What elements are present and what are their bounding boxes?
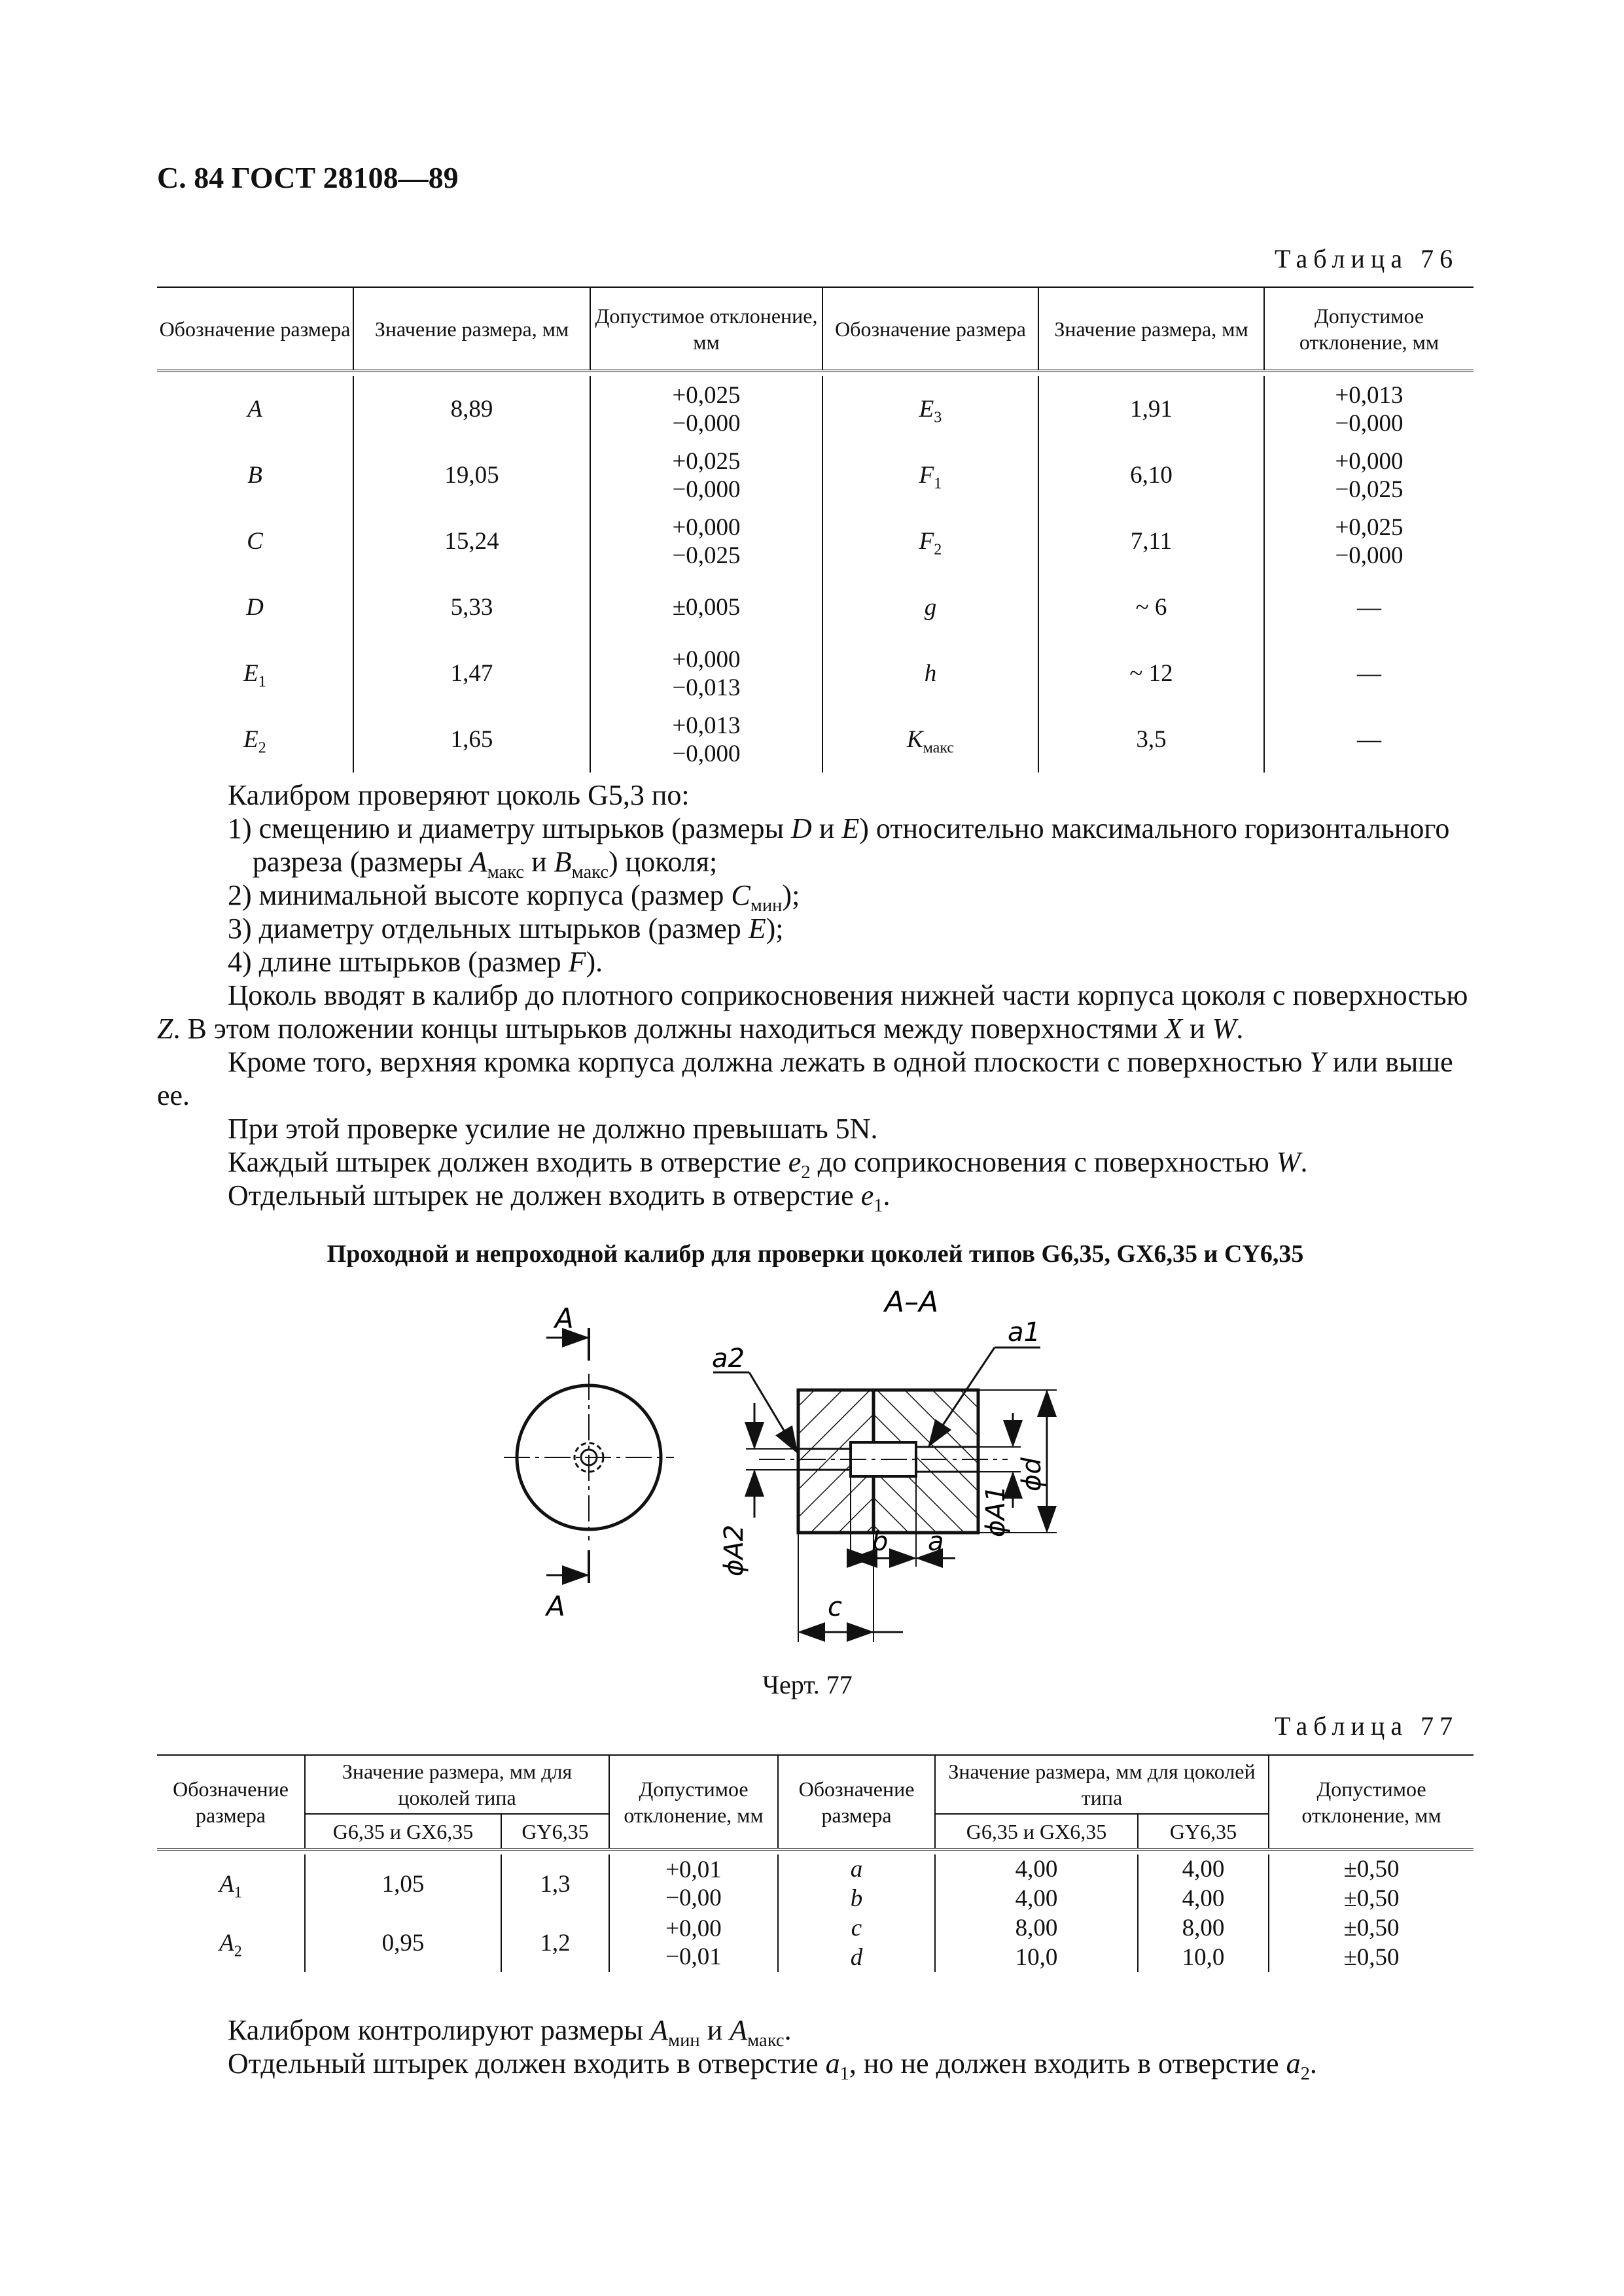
label-a2: a2: [712, 1344, 745, 1374]
t77-head-g-left: G6,35 и GX6,35: [305, 1814, 501, 1849]
paragraph: Каждый штырек должен входить в отверстие $e_2$ до соприкосновения с поверхностью W.: [228, 1146, 1308, 1183]
t77-head-sym-left: Обозначение размера: [173, 1777, 289, 1827]
deviation-cell: ±0,50: [1269, 1854, 1474, 1884]
section-view-label: A–A: [885, 1285, 939, 1319]
deviation-cell: ±0,50: [1269, 1884, 1474, 1913]
table-row: [157, 442, 1474, 508]
symbol-letter: c: [851, 1915, 862, 1941]
symbol-letter: K: [906, 726, 923, 753]
t77-head-gy-right: GY6,35: [1138, 1814, 1269, 1849]
symbol-letter: C: [247, 528, 263, 555]
gauge-section-view: [759, 1390, 1008, 1533]
t77-head-sym-right: Обозначение размера: [778, 1755, 935, 1849]
symbol-cell: [157, 1913, 305, 1972]
t76-head-dev-right: Допустимое отклонение, мм: [1264, 287, 1474, 371]
t76-head-val-left: Значение размера, мм: [353, 287, 590, 371]
symbol-cell: [157, 640, 353, 706]
paragraph: Отдельный штырек не должен входить в отверстие $e_1$.: [228, 1179, 891, 1216]
symbol-cell: [822, 640, 1038, 706]
value-cell: 0,95: [305, 1913, 501, 1972]
symbol-cell: [822, 442, 1038, 508]
gauge-front-view: [504, 1374, 674, 1540]
symbol-letter: A: [219, 1929, 234, 1957]
value-cell: 4,00: [935, 1884, 1138, 1913]
list-item: 2) минимальной высоте корпуса (размер $C_{мин}$);: [228, 879, 800, 916]
deviation-upper: +0,00: [665, 1915, 722, 1942]
label-a1: a1: [1008, 1317, 1040, 1348]
table-77: [157, 1754, 1474, 1972]
paragraph: При этой проверке усилие не должно превышать 5N.: [228, 1113, 878, 1145]
table-76: [157, 287, 1474, 773]
value-cell: ~ 12: [1038, 640, 1264, 706]
text-block-1: [157, 778, 1474, 1216]
table-row: [157, 508, 1474, 574]
value-cell: 10,0: [935, 1943, 1138, 1972]
t76-head-sym-left: Обозначение размера: [159, 317, 351, 341]
symbol-cell: [157, 706, 353, 773]
value-cell: 7,11: [1038, 508, 1264, 574]
symbol-cell: [157, 376, 353, 442]
value-cell: 19,05: [353, 442, 590, 508]
page-header: С. 84 ГОСТ 28108—89: [157, 161, 459, 194]
value-cell: 1,05: [305, 1854, 501, 1913]
symbol-subscript: макс: [923, 739, 955, 757]
value-cell: 8,00: [1138, 1913, 1269, 1943]
label-c: c: [828, 1592, 842, 1622]
symbol-subscript: 1: [934, 475, 942, 493]
value-cell: 8,89: [353, 376, 590, 442]
symbol-cell: [778, 1943, 935, 1972]
label-phid: ϕd: [1017, 1457, 1047, 1491]
deviation-upper: +0,000: [672, 646, 741, 673]
symbol-letter: b: [850, 1885, 863, 1912]
t76-head-dev-left: Допустимое отклонение, мм: [590, 287, 822, 371]
paragraph: Цоколь вводят в калибр до плотного соприкосновения нижней части корпуса цоколя с поверхностью Z. В этом положении концы штырьков должны находиться между поверхностями X и W.: [157, 979, 1468, 1045]
deviation-cell: [1264, 640, 1474, 706]
value-cell: 10,0: [1138, 1943, 1269, 1972]
deviation-cell: [1264, 574, 1474, 640]
paragraph: Отдельный штырек должен входить в отверстие $a_1$, но не должен входить в отверстие $a_2$.: [228, 2047, 1317, 2084]
dim-phiA1: [978, 1413, 1021, 1537]
paragraph: Кроме того, верхняя кромка корпуса должна лежать в одной плоскости с поверхностью Y или выше ее.: [157, 1046, 1453, 1111]
symbol-cell: [157, 508, 353, 574]
t77-head-dev-left: Допустимое отклонение, мм: [609, 1755, 778, 1849]
deviation-lower: −0,00: [665, 1885, 722, 1911]
symbol-cell: [822, 574, 1038, 640]
symbol-cell: [157, 442, 353, 508]
table-row: [157, 706, 1474, 773]
symbol-letter: A: [247, 396, 262, 423]
symbol-letter: D: [246, 594, 264, 621]
deviation-cell: [590, 508, 822, 574]
symbol-letter: E: [919, 396, 934, 423]
deviation-cell: [609, 1854, 778, 1913]
deviation-upper: +0,000: [672, 513, 741, 541]
section-marker-top: [546, 1302, 589, 1361]
deviation-cell: [1264, 376, 1474, 442]
symbol-letter: F: [919, 462, 934, 489]
symbol-letter: h: [924, 660, 937, 687]
list-item: 4) длине штырьков (размер F).: [228, 946, 603, 978]
deviation-upper: —: [1357, 594, 1381, 621]
deviation-cell: [1264, 508, 1474, 574]
value-cell: 1,91: [1038, 376, 1264, 442]
deviation-upper: +0,013: [672, 712, 741, 739]
t77-head-dev-right: Допустимое отклонение, мм: [1269, 1755, 1474, 1849]
symbol-subscript: 2: [258, 739, 266, 757]
symbol-subscript: 3: [934, 409, 942, 426]
deviation-cell: [1264, 706, 1474, 773]
symbol-letter: F: [919, 528, 934, 555]
deviation-upper: —: [1357, 726, 1381, 753]
value-cell: 1,65: [353, 706, 590, 773]
deviation-lower: −0,000: [672, 409, 741, 437]
deviation-cell: [590, 640, 822, 706]
symbol-cell: [778, 1913, 935, 1943]
section-marker-bottom: [544, 1550, 589, 1622]
deviation-upper: ±0,005: [672, 594, 741, 621]
symbol-letter: d: [850, 1944, 863, 1971]
t76-head-val-right: Значение размера, мм: [1038, 287, 1264, 371]
deviation-upper: +0,000: [1335, 447, 1403, 475]
value-cell: 1,47: [353, 640, 590, 706]
value-cell: 1,3: [501, 1854, 609, 1913]
table-77-caption: Таблица 77: [1275, 1711, 1459, 1741]
figure-caption: Черт. 77: [762, 1670, 853, 1699]
deviation-cell: [590, 442, 822, 508]
symbol-letter: E: [243, 726, 258, 753]
table-row: [157, 640, 1474, 706]
symbol-cell: [822, 508, 1038, 574]
value-cell: 4,00: [935, 1854, 1138, 1884]
text-block-2: [157, 2013, 1474, 2084]
table-row: [157, 574, 1474, 640]
label-phiA1: ϕA1: [981, 1485, 1011, 1537]
symbol-subscript: 2: [234, 1942, 242, 1960]
deviation-upper: +0,01: [665, 1856, 722, 1883]
paragraph: Калибром контролируют размеры $A_{мин}$ и $A_{макс}$.: [228, 2014, 792, 2051]
t77-head-val-right: Значение размера, мм для цоколей типа: [935, 1755, 1269, 1814]
symbol-cell: [778, 1884, 935, 1913]
deviation-lower: −0,000: [672, 740, 741, 767]
dim-c: [800, 1592, 903, 1632]
symbol-letter: a: [850, 1856, 863, 1883]
deviation-upper: +0,025: [672, 381, 741, 409]
deviation-upper: +0,025: [1335, 513, 1403, 541]
deviation-cell: [590, 706, 822, 773]
symbol-cell: [822, 376, 1038, 442]
value-cell: 15,24: [353, 508, 590, 574]
table-row: [157, 1854, 1474, 1884]
symbol-subscript: 1: [234, 1883, 242, 1901]
symbol-cell: [157, 1854, 305, 1913]
deviation-cell: [590, 574, 822, 640]
deviation-lower: −0,000: [672, 476, 741, 503]
deviation-lower: −0,000: [1335, 409, 1403, 437]
symbol-letter: A: [219, 1870, 234, 1898]
symbol-cell: [157, 574, 353, 640]
deviation-cell: [590, 376, 822, 442]
dim-phiA2: [719, 1403, 798, 1576]
list-item: 1) смещению и диаметру штырьков (размеры D и E) относительно максимального горизонтального разреза (размеры $A_{макс}$ и $B_{макс}$) цоколя;: [228, 812, 1450, 882]
value-cell: 4,00: [1138, 1884, 1269, 1913]
table-row: [157, 376, 1474, 442]
value-cell: 4,00: [1138, 1854, 1269, 1884]
t77-head-gy-left: GY6,35: [501, 1814, 609, 1849]
deviation-cell: [1264, 442, 1474, 508]
deviation-lower: −0,000: [1335, 542, 1403, 569]
deviation-upper: —: [1357, 660, 1381, 687]
t76-head-sym-right: Обозначение размера: [822, 287, 1038, 371]
symbol-letter: B: [247, 462, 262, 489]
deviation-cell: ±0,50: [1269, 1943, 1474, 1972]
symbol-subscript: 1: [258, 673, 266, 691]
paragraph: Калибром проверяют цоколь G5,3 по:: [228, 779, 690, 811]
symbol-letter: g: [924, 594, 937, 621]
deviation-cell: [609, 1913, 778, 1972]
gauge-drawing: [484, 1276, 1139, 1681]
symbol-cell: [778, 1854, 935, 1884]
table-76-caption: Таблица 76: [1275, 244, 1459, 273]
deviation-lower: −0,01: [665, 1943, 722, 1970]
deviation-lower: −0,013: [672, 674, 741, 701]
deviation-cell: ±0,50: [1269, 1913, 1474, 1943]
t77-head-g-right: G6,35 и GX6,35: [935, 1814, 1138, 1849]
label-a: a: [928, 1527, 944, 1557]
deviation-lower: −0,025: [1335, 476, 1403, 503]
symbol-subscript: 2: [934, 541, 942, 559]
deviation-upper: +0,013: [1335, 381, 1403, 409]
value-cell: 1,2: [501, 1913, 609, 1972]
deviation-upper: +0,025: [672, 447, 741, 475]
value-cell: ~ 6: [1038, 574, 1264, 640]
value-cell: 8,00: [935, 1913, 1138, 1943]
symbol-cell: [822, 706, 1038, 773]
label-b: b: [872, 1527, 889, 1557]
table-row: [157, 1913, 1474, 1943]
list-item: 3) диаметру отдельных штырьков (размер E);: [228, 913, 784, 945]
t77-head-val-left: Значение размера, мм для цоколей типа: [305, 1755, 609, 1814]
deviation-lower: −0,025: [672, 542, 741, 569]
section-title: Проходной и непроходной калибр для проверки цоколей типов G6,35, GX6,35 и CY6,35: [327, 1240, 1304, 1268]
label-phiA2: ϕA2: [719, 1524, 749, 1576]
value-cell: 3,5: [1038, 706, 1264, 773]
value-cell: 6,10: [1038, 442, 1264, 508]
section-label-bottom: A: [546, 1590, 565, 1622]
symbol-letter: E: [243, 660, 258, 687]
section-label-top: A: [555, 1302, 574, 1334]
value-cell: 5,33: [353, 574, 590, 640]
